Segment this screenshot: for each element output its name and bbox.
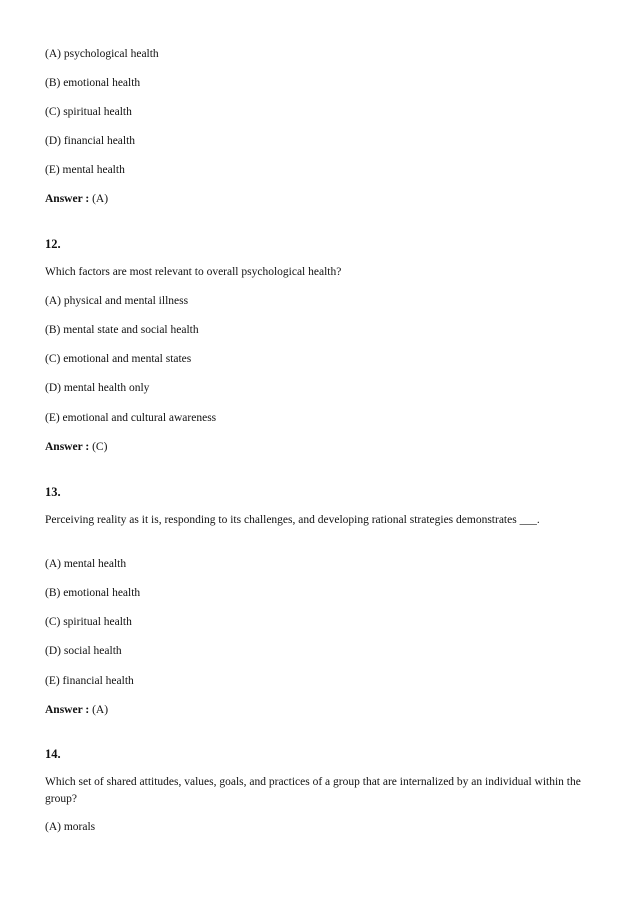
option-d: (D) social health: [45, 645, 122, 657]
question-number: 12.: [45, 237, 61, 251]
option-a: (A) morals: [45, 821, 96, 833]
option-e: (E) mental health: [45, 164, 125, 176]
question-text: Which set of shared attitudes, values, goals, and practices of a group that are internalized by an individual within the group?: [45, 776, 581, 805]
answer-line: [45, 702, 590, 719]
question-text: Perceiving reality as it is, responding to its challenges, and developing rational strategies demonstrates ___.: [45, 514, 540, 526]
answer-value: (C): [92, 441, 108, 453]
answer-label: Answer :: [45, 704, 90, 716]
option-c: (C) emotional and mental states: [45, 353, 192, 365]
option-b: (B) emotional health: [45, 587, 141, 599]
option-c: (C) spiritual health: [45, 106, 132, 118]
question-number: 14.: [45, 747, 61, 761]
answer-label: Answer :: [45, 193, 90, 205]
question-text: Which factors are most relevant to overall psychological health?: [45, 266, 342, 278]
option-b: (B) emotional health: [45, 77, 141, 89]
answer-value: (A): [92, 193, 109, 205]
answer-line: [45, 439, 590, 456]
answer-label: Answer :: [45, 441, 90, 453]
option-b: (B) mental state and social health: [45, 324, 199, 336]
answer-line: [45, 191, 590, 208]
question-number: 13.: [45, 485, 61, 499]
answer-value: (A): [92, 704, 109, 716]
option-e: (E) emotional and cultural awareness: [45, 412, 217, 424]
option-e: (E) financial health: [45, 675, 134, 687]
option-a: (A) physical and mental illness: [45, 295, 189, 307]
option-c: (C) spiritual health: [45, 616, 132, 628]
option-d: (D) mental health only: [45, 382, 150, 394]
option-a: (A) psychological health: [45, 48, 159, 60]
option-d: (D) financial health: [45, 135, 136, 147]
option-a: (A) mental health: [45, 558, 127, 570]
